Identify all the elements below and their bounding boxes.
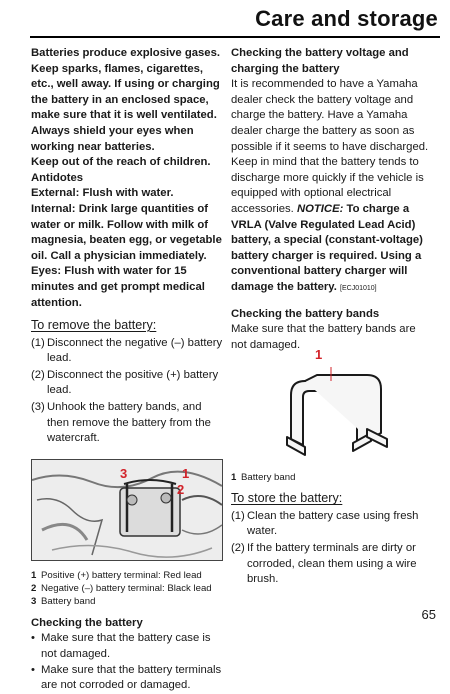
battery-compartment-figure (31, 459, 223, 561)
warning-external: External: Flush with water. (31, 187, 174, 200)
battery-band-illustration (231, 363, 427, 465)
store-heading: To store the battery: (231, 491, 343, 506)
step-number: (3) (31, 401, 45, 414)
legend-number: 3 (31, 595, 37, 607)
check-battery-heading: Checking the battery (31, 616, 143, 629)
legend-text: Positive (+) battery terminal: Red lead (41, 569, 202, 581)
legend-item (31, 595, 223, 608)
warning-internal: Internal: Drink large quantities of water or milk. Follow with milk of magnesia, beaten egg, or vegetable oil. Call a physician immediately. (31, 202, 222, 262)
page-number: 65 (421, 607, 436, 622)
legend-text: Negative (–) battery terminal: Black lead (41, 582, 212, 594)
store-step (231, 541, 429, 588)
store-step (231, 509, 429, 540)
voltage-paragraph (231, 77, 429, 296)
step-number: (2) (231, 542, 245, 555)
remove-step (31, 400, 223, 447)
page-title: Care and storage (255, 6, 438, 31)
bands-heading: Checking the battery bands (231, 307, 380, 320)
callout-1: 1 (182, 465, 190, 481)
step-number: (2) (31, 368, 45, 381)
legend-item (31, 569, 223, 582)
notice-text: To charge a VRLA (Valve Regulated Lead Acid) battery, a special (constant-voltage) battery charger is required. Using a conventional battery charger will damage the battery. (231, 202, 423, 293)
legend-number: 1 (231, 472, 237, 484)
remove-heading: To remove the battery: (31, 318, 157, 333)
legend-text: Battery band (241, 472, 296, 484)
legend-number: 2 (31, 582, 37, 594)
bullet-text: Make sure that the battery terminals are not corroded or damaged. (41, 663, 222, 692)
left-column (31, 46, 223, 694)
bands-text: Make sure that the battery bands are not damaged. (231, 323, 416, 351)
step-number: (1) (231, 509, 245, 522)
voltage-text: It is recommended to have a Yamaha dealer check the battery voltage and charge the battery. Have a Yamaha dealer charge the battery as soon as possible if it seems to have discharged. Keep in mind that the battery tends to discharge more quickly if the vehicle is equipped with optional electrical accessories. (231, 78, 429, 215)
right-column (231, 46, 429, 589)
bullet-icon: • (31, 632, 35, 645)
callout-3: 3 (120, 465, 128, 481)
header-divider (30, 36, 440, 38)
step-text: If the battery terminals are dirty or corroded, clean them using a wire brush. (247, 542, 417, 586)
remove-step (31, 336, 223, 367)
check-bullet (31, 663, 223, 694)
legend-text: Battery band (41, 595, 96, 607)
step-text: Disconnect the negative (–) battery lead. (47, 336, 223, 365)
step-number: (1) (31, 336, 45, 349)
check-bullet (31, 631, 223, 662)
remove-step (31, 368, 223, 399)
warning-children: Keep out of the reach of children. (31, 156, 211, 169)
warning-explosive: Batteries produce explosive gases. Keep sparks, flames, cigarettes, etc., well away. If using or charging the battery in an enclosed space, make sure that it is well ventilated. Always shield your eyes when working near batteries. (31, 47, 220, 153)
legend-item (31, 582, 223, 595)
bullet-icon: • (31, 663, 35, 676)
callout-2: 2 (177, 481, 185, 497)
warning-antidotes: Antidotes (31, 171, 84, 184)
callout-1: 1 (315, 347, 323, 363)
legend-item (231, 471, 429, 484)
notice-code: [ECJ01010] (340, 284, 377, 292)
legend-number: 1 (31, 569, 37, 581)
warning-block (31, 46, 223, 311)
voltage-heading: Checking the battery voltage and charging the battery (231, 47, 409, 75)
bullet-text: Make sure that the battery case is not damaged. (41, 632, 211, 661)
figure-legend (31, 569, 223, 608)
warning-eyes: Eyes: Flush with water for 15 minutes and get prompt medical attention. (31, 265, 205, 309)
step-text: Disconnect the positive (+) battery lead. (47, 368, 219, 397)
step-text: Clean the battery case using fresh water. (247, 509, 419, 538)
notice-label: NOTICE: (296, 202, 344, 215)
step-text: Unhook the battery bands, and then remove the battery from the watercraft. (47, 401, 211, 445)
battery-band-figure (231, 347, 427, 465)
band-figure-legend (231, 471, 429, 484)
